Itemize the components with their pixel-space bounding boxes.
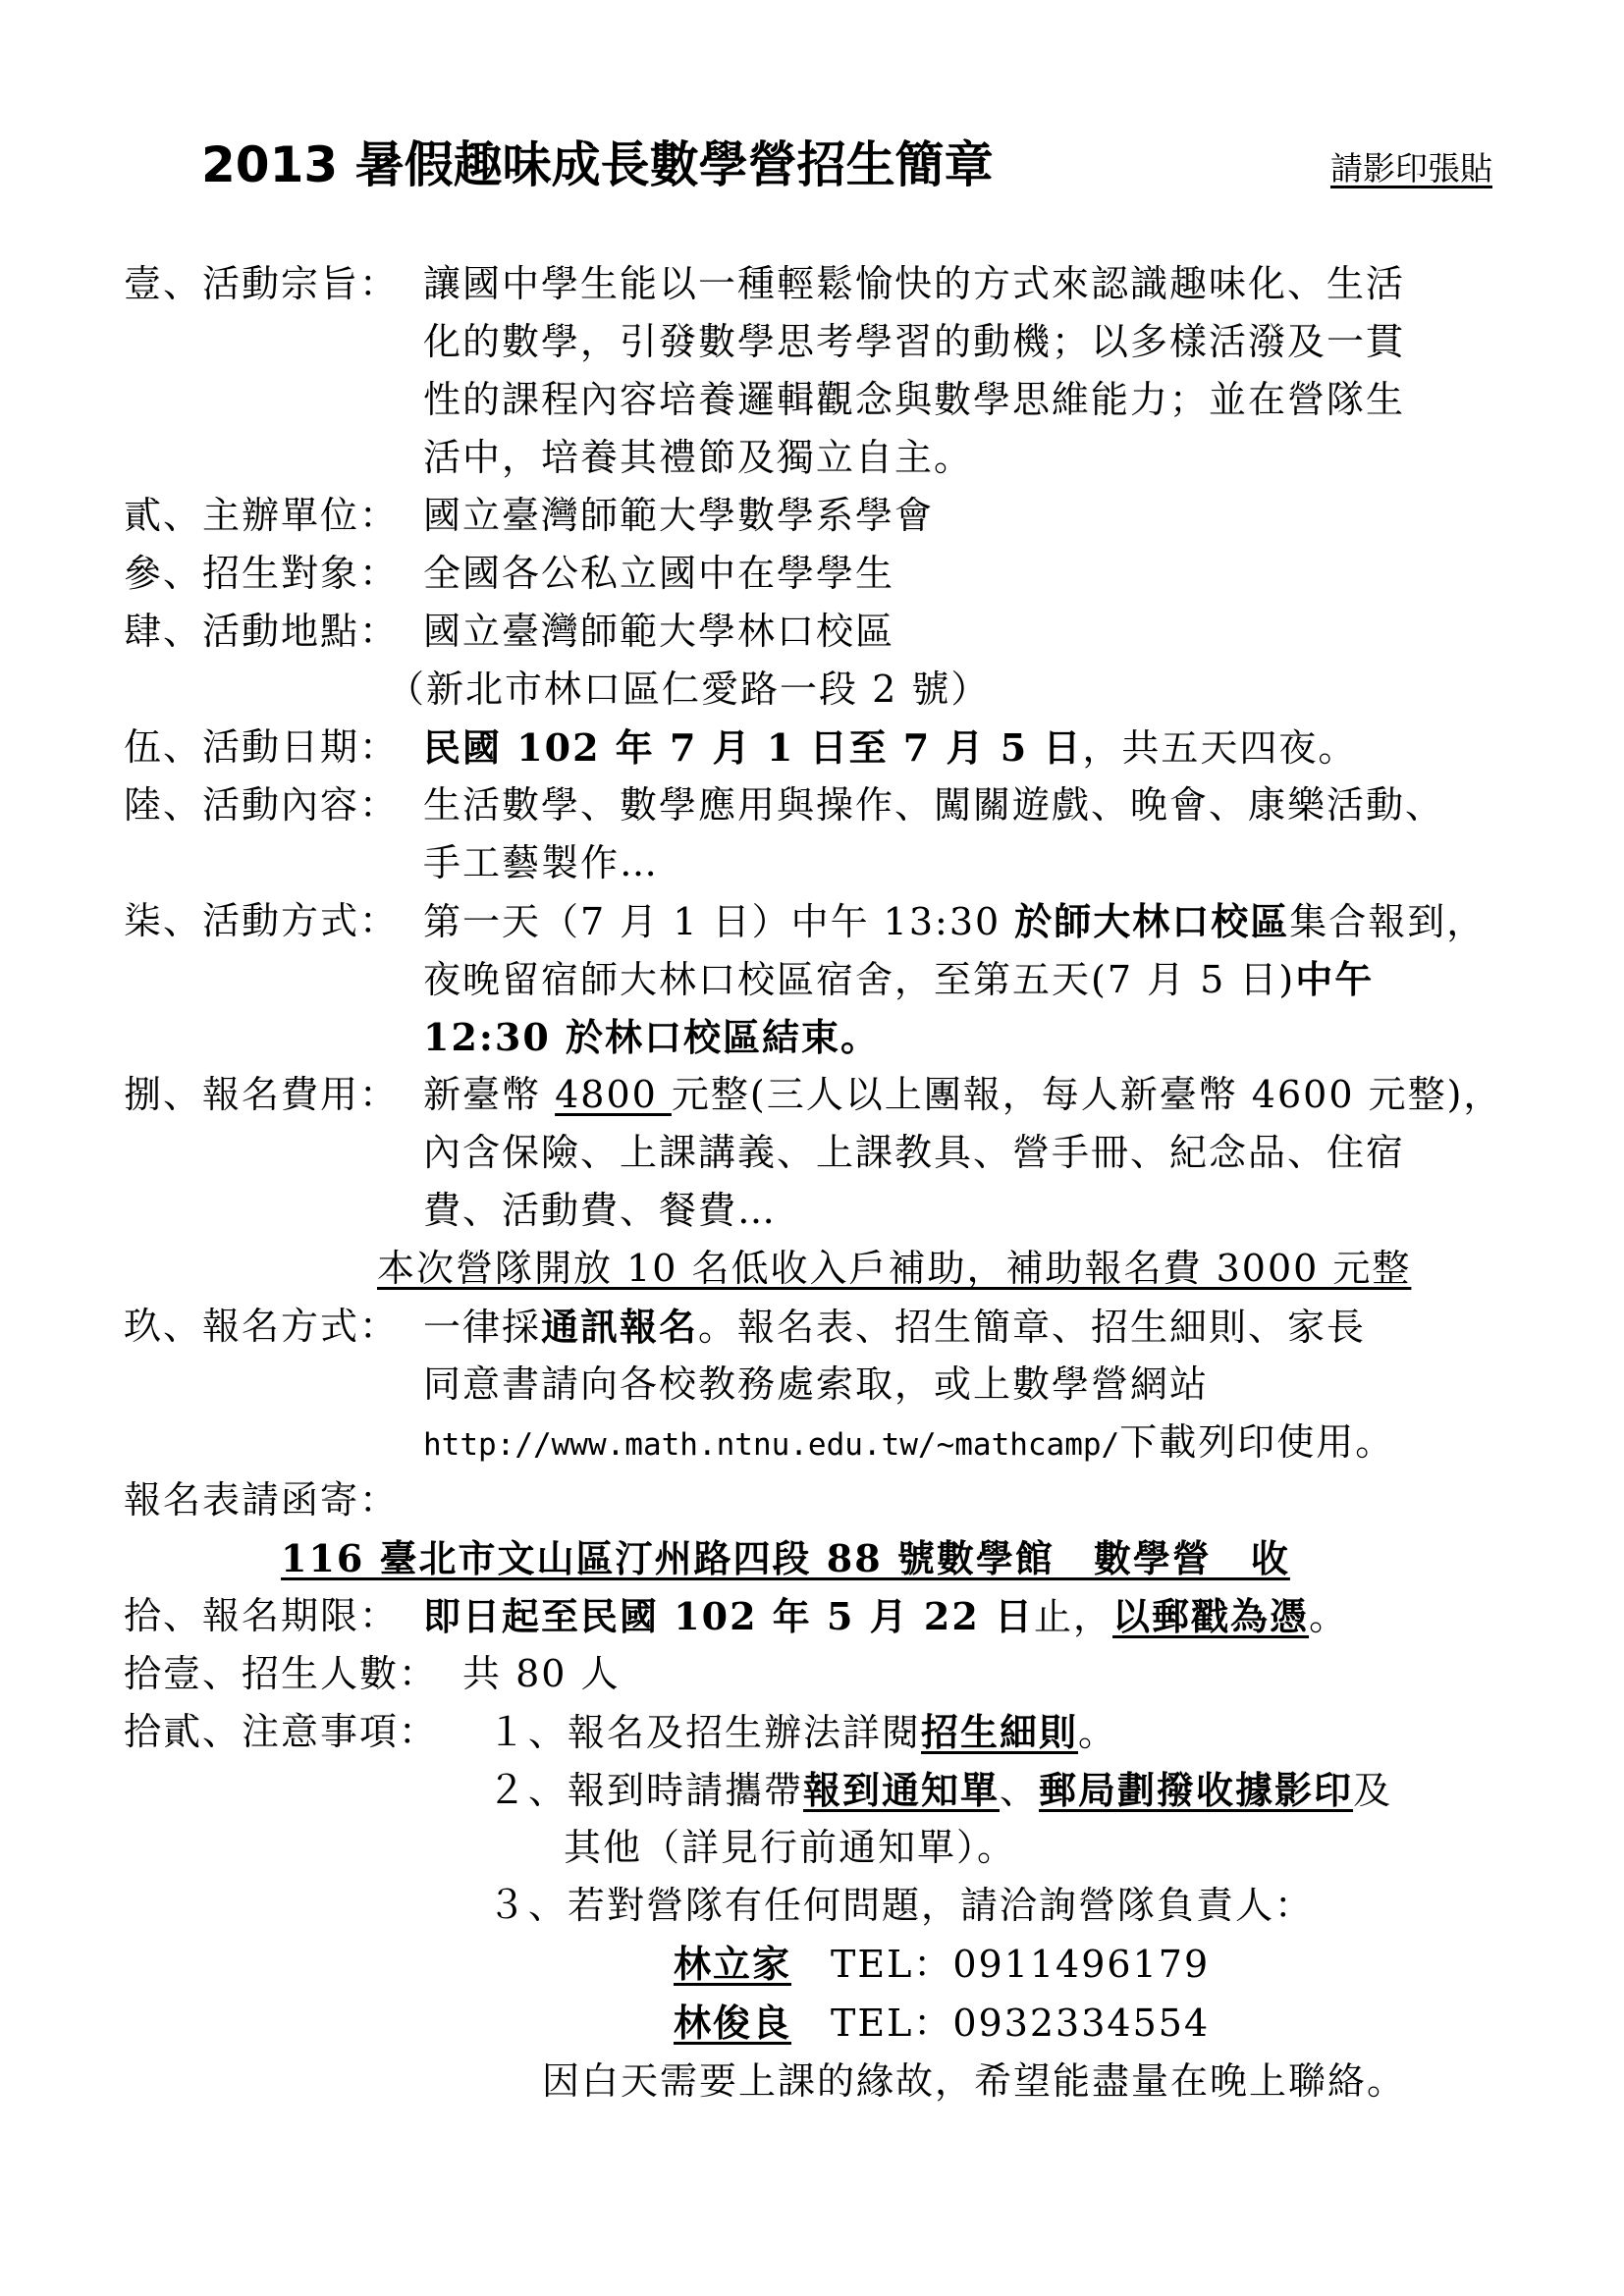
text-run: 。報名表、招生簡章、招生細則、家長 bbox=[698, 1306, 1367, 1349]
text-run-bold: 中午 bbox=[1295, 957, 1375, 1001]
section-text bbox=[423, 1066, 1502, 1124]
section-label: 陸、活動內容： bbox=[124, 783, 400, 827]
section-deadline bbox=[124, 1587, 1528, 1645]
contact-name: 林立家 bbox=[674, 1942, 792, 1986]
section-target bbox=[124, 545, 1528, 603]
section-text: 性的課程內容培養邏輯觀念與數學思維能力；並在營隊生 bbox=[423, 378, 1406, 421]
text-run: 集合報到， bbox=[1289, 900, 1487, 943]
meeting-place: 於師大林口校區 bbox=[1014, 899, 1290, 943]
photocopy-note: 請影印張貼 bbox=[1330, 149, 1492, 187]
text-run: 第一天（7 月 1 日）中午 13:30 bbox=[423, 900, 1015, 943]
section-text bbox=[423, 892, 1486, 951]
section-label: 伍、活動日期： bbox=[124, 725, 400, 769]
end-time: 12:30 於林口校區結束。 bbox=[423, 1015, 881, 1059]
closing-note: 因白天需要上課的緣故，希望能盡量在晚上聯絡。 bbox=[542, 2059, 1407, 2103]
text-run: 下載列印使用。 bbox=[1119, 1420, 1395, 1464]
section-purpose bbox=[124, 255, 1528, 313]
text-run: 新臺幣 bbox=[423, 1073, 556, 1116]
mail-address-line bbox=[124, 1529, 1528, 1587]
contact-1 bbox=[124, 1935, 1528, 1994]
section-fee bbox=[124, 1066, 1528, 1124]
section-purpose-cont bbox=[124, 371, 1528, 429]
section-date bbox=[124, 719, 1528, 776]
note-item-2-line bbox=[124, 1761, 1528, 1819]
section-text bbox=[423, 1587, 1348, 1646]
note-item-2 bbox=[487, 1761, 1392, 1820]
contact-row bbox=[674, 1935, 1210, 1994]
text-run: 及 bbox=[1353, 1769, 1393, 1812]
section-purpose-cont bbox=[124, 313, 1528, 371]
contact-2 bbox=[124, 1994, 1528, 2053]
section-text: 同意書請向各校教務處索取，或上數學營網站 bbox=[423, 1362, 1210, 1406]
section-label: 貳、主辦單位： bbox=[124, 494, 400, 537]
section-location bbox=[124, 603, 1528, 661]
note-item-3-line bbox=[124, 1877, 1528, 1935]
section-purpose-cont bbox=[124, 429, 1528, 487]
text-run: 、報到時請攜帶 bbox=[528, 1769, 804, 1812]
section-text: 全國各公私立國中在學學生 bbox=[423, 552, 895, 595]
section-fee-cont bbox=[124, 1182, 1528, 1240]
date-range: 民國 102 年 7 月 1 日至 7 月 5 日 bbox=[423, 725, 1083, 770]
section-text: 手工藝製作… bbox=[423, 841, 660, 884]
section-label: 壹、活動宗旨： bbox=[124, 262, 400, 305]
contact-phone: TEL：0911496179 bbox=[831, 1943, 1211, 1986]
section-text: 活中，培養其禮節及獨立自主。 bbox=[423, 436, 974, 479]
section-registration bbox=[124, 1298, 1528, 1356]
mail-registration: 通訊報名 bbox=[541, 1305, 699, 1349]
date-duration: ，共五天四夜。 bbox=[1082, 726, 1358, 770]
address-text: （新北市林口區仁愛路一段 2 號） bbox=[387, 667, 991, 711]
text-run: 元整(三人以上團報，每人新臺幣 4600 元整)， bbox=[671, 1073, 1503, 1116]
admission-rules: 招生細則 bbox=[921, 1710, 1079, 1754]
postal-receipt: 郵局劃撥收據影印 bbox=[1039, 1768, 1354, 1812]
contact-phone: TEL：0932334554 bbox=[831, 2002, 1211, 2045]
mail-label-line bbox=[124, 1471, 1528, 1529]
text-run: 、報名及招生辦法詳閱 bbox=[528, 1711, 922, 1754]
text-run: 一律採 bbox=[423, 1306, 542, 1349]
section-label: 參、招生對象： bbox=[124, 552, 400, 595]
contact-name: 林俊良 bbox=[674, 2001, 792, 2045]
section-quota bbox=[124, 1645, 1528, 1703]
section-method bbox=[124, 892, 1528, 950]
section-content bbox=[124, 776, 1528, 834]
section-label: 捌、報名費用： bbox=[124, 1073, 400, 1116]
section-text: 費、活動費、餐費… bbox=[423, 1189, 778, 1232]
note-item-3 bbox=[487, 1877, 1314, 1935]
deadline-date: 即日起至民國 102 年 5 月 22 日 bbox=[423, 1594, 1035, 1638]
mail-address: 116 臺北市文山區汀州路四段 88 號數學館 數學營 收 bbox=[281, 1536, 1290, 1580]
item-number: ２ bbox=[487, 1768, 528, 1813]
section-content-cont bbox=[124, 834, 1528, 892]
section-registration-cont bbox=[124, 1356, 1528, 1414]
section-text bbox=[423, 719, 1357, 777]
section-label: 拾貳、注意事項： bbox=[124, 1710, 439, 1753]
mail-label: 報名表請函寄： bbox=[124, 1478, 400, 1522]
text-run: 、若對營隊有任何問題，請洽詢營隊負責人： bbox=[528, 1884, 1315, 1927]
postmark-note: 以郵戳為憑 bbox=[1112, 1594, 1310, 1638]
section-text: 國立臺灣師範大學數學系學會 bbox=[423, 494, 935, 537]
section-location-address bbox=[124, 661, 1528, 719]
website-link[interactable]: http://www.math.ntnu.edu.tw/~mathcamp/ bbox=[423, 1427, 1120, 1463]
section-registration-cont bbox=[124, 1414, 1528, 1471]
subsidy-note: 本次營隊開放 10 名低收入戶補助，補助報名費 3000 元整 bbox=[377, 1247, 1412, 1290]
section-organizer bbox=[124, 487, 1528, 545]
section-label: 肆、活動地點： bbox=[124, 610, 400, 653]
section-text: 其他（詳見行前通知單）。 bbox=[564, 1826, 1017, 1869]
section-fee-cont bbox=[124, 1124, 1528, 1182]
page-title: 2013 暑假趣味成長數學營招生簡章 bbox=[201, 136, 994, 193]
section-notes bbox=[124, 1703, 1528, 1761]
contact-row bbox=[674, 1994, 1210, 2053]
section-text: 共 80 人 bbox=[462, 1652, 621, 1695]
section-text bbox=[423, 1298, 1366, 1357]
section-label: 拾、報名期限： bbox=[124, 1594, 400, 1637]
note-item-1 bbox=[487, 1703, 1117, 1762]
section-label: 柒、活動方式： bbox=[124, 899, 400, 942]
check-in-notice: 報到通知單 bbox=[803, 1768, 1001, 1812]
section-label: 拾壹、招生人數： bbox=[124, 1652, 439, 1695]
section-text: 化的數學，引發數學思考學習的動機；以多樣活潑及一貫 bbox=[423, 320, 1406, 363]
note-item-2-cont bbox=[124, 1819, 1528, 1877]
section-text: 國立臺灣師範大學林口校區 bbox=[423, 610, 895, 653]
section-text bbox=[423, 950, 1374, 1009]
text-run: 。 bbox=[1309, 1595, 1349, 1638]
section-method-cont bbox=[124, 1008, 1528, 1066]
text-run: 止， bbox=[1034, 1595, 1113, 1638]
section-method-cont bbox=[124, 950, 1528, 1008]
text-run: 夜晚留宿師大林口校區宿舍，至第五天(7 月 5 日) bbox=[423, 958, 1296, 1001]
closing-line bbox=[124, 2053, 1528, 2110]
document-body bbox=[124, 255, 1528, 2110]
section-label: 玖、報名方式： bbox=[124, 1305, 400, 1348]
title-row bbox=[187, 126, 1492, 204]
text-run: 。 bbox=[1078, 1711, 1118, 1754]
item-number: １ bbox=[487, 1710, 528, 1755]
section-text: 生活數學、數學應用與操作、闖關遊戲、晚會、康樂活動、 bbox=[423, 783, 1445, 827]
subsidy-line bbox=[124, 1240, 1528, 1298]
section-text bbox=[423, 1414, 1394, 1474]
item-number: ３ bbox=[487, 1883, 528, 1928]
fee-amount: 4800 bbox=[555, 1073, 672, 1116]
section-text: 內含保險、上課講義、上課教具、營手冊、紀念品、住宿 bbox=[423, 1131, 1406, 1174]
section-text: 讓國中學生能以一種輕鬆愉快的方式來認識趣味化、生活 bbox=[423, 262, 1406, 305]
text-run: 、 bbox=[1000, 1769, 1040, 1812]
